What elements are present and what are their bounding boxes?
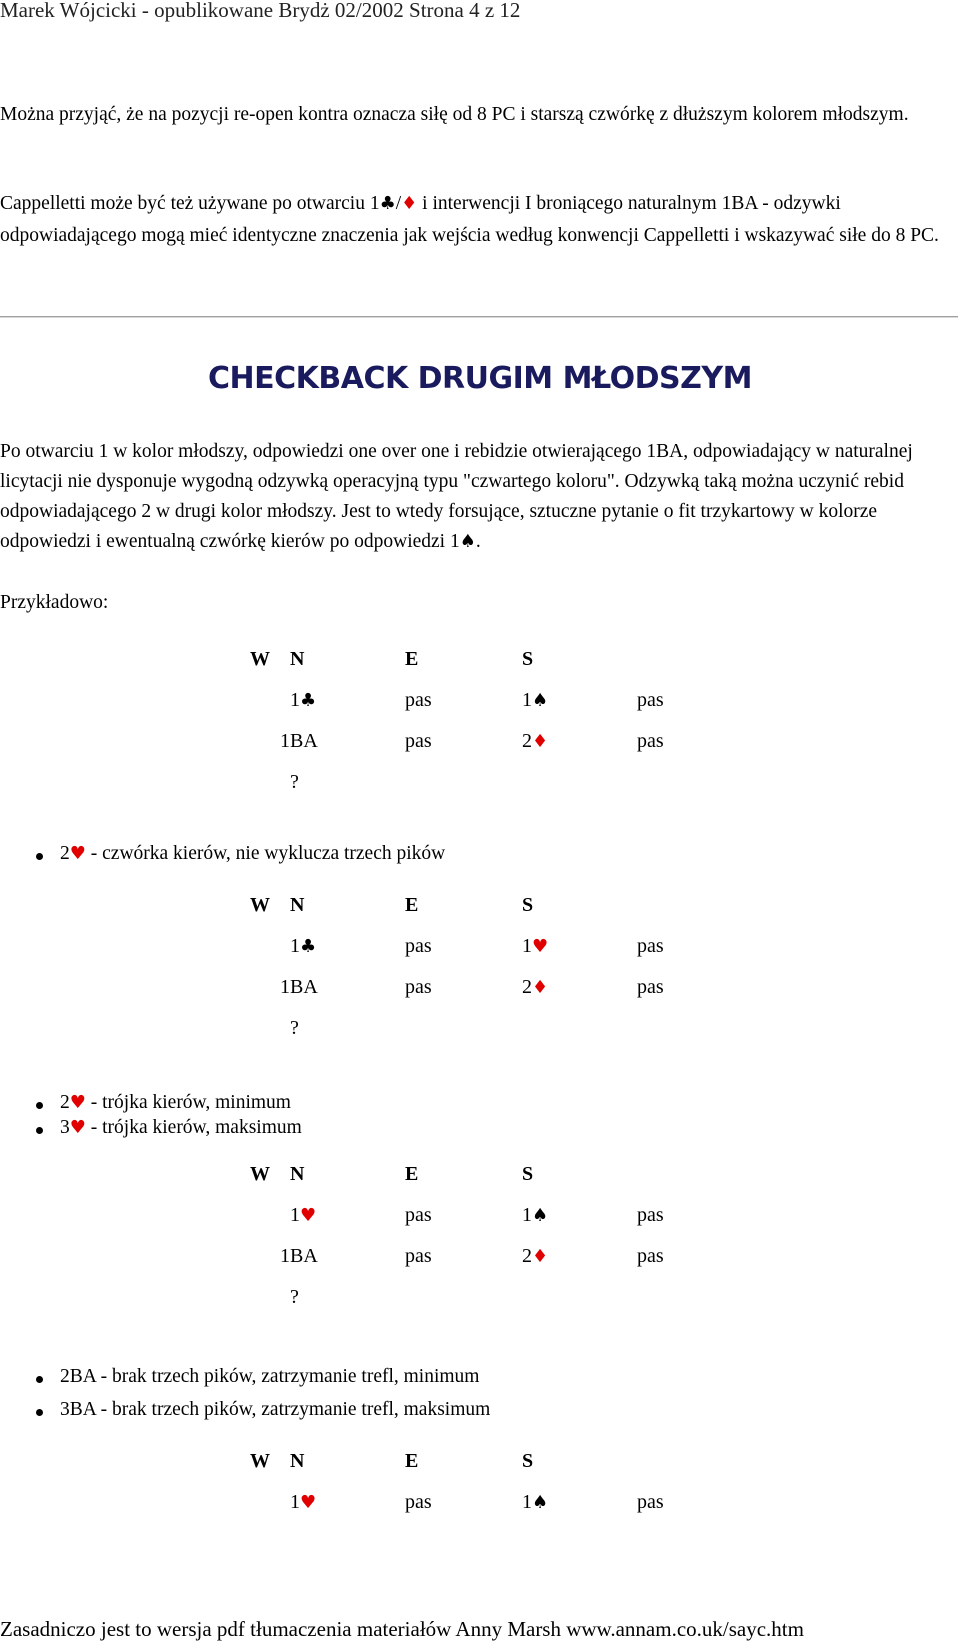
bid-level: 1BA — [280, 976, 318, 998]
bid-e — [522, 1245, 548, 1268]
page-footer: Zasadniczo jest to wersja pdf tłumaczenia materiałów Anny Marsh www.annam.co.uk/sayc.htm — [0, 1617, 804, 1641]
bullet-dot — [36, 853, 43, 860]
bid-e — [522, 976, 548, 999]
bidding-header-n: N — [290, 1450, 305, 1472]
bidding-header-w: W — [250, 1450, 270, 1472]
bid-w — [290, 1017, 299, 1040]
list-item-text: - trójka kierów, minimum — [85, 1092, 291, 1113]
bid-w — [280, 1245, 318, 1268]
list-item — [0, 843, 900, 865]
bid-n: pas — [405, 689, 432, 711]
bid-w — [280, 730, 318, 753]
list-item — [0, 1399, 900, 1421]
intro-p2-text-after: i interwencji I broniącego naturalnym 1BA - odzywki odpowiadającego mogą mieć identyczne znaczenia jak wejścia według konwencji Cappelletti i wskazywać siłe do 8 PC. — [0, 193, 939, 246]
horizontal-divider — [0, 316, 958, 318]
response-list — [0, 1092, 900, 1114]
response-list — [0, 1399, 900, 1421]
club-icon: ♣ — [379, 193, 396, 214]
bid-n: pas — [405, 1491, 432, 1513]
bidding-header-n: N — [290, 1163, 305, 1185]
bid-level: 1 — [522, 1491, 532, 1513]
list-item — [0, 1092, 900, 1114]
bid-level: 2 — [522, 1245, 532, 1267]
bid-e — [522, 1491, 548, 1514]
bid-w — [290, 935, 316, 958]
example-label: Przykładowo: — [0, 592, 109, 613]
bid-s: pas — [637, 1245, 664, 1267]
intro-paragraph-2 — [0, 188, 940, 252]
spade-icon: ♠ — [532, 1492, 549, 1513]
bid-w — [290, 1491, 316, 1514]
list-item-text: 2 — [60, 1092, 70, 1113]
bidding-header-e: E — [405, 648, 419, 670]
bidding-header-s: S — [522, 894, 534, 916]
bullet-dot — [36, 1409, 43, 1416]
club-icon: ♣ — [300, 936, 317, 957]
heart-icon: ♥ — [532, 936, 549, 957]
bid-level: 1BA — [280, 1245, 318, 1267]
bidding-header-e: E — [405, 894, 419, 916]
bid-level: ? — [290, 771, 299, 793]
response-list — [0, 843, 900, 865]
bid-level: 1 — [522, 689, 532, 711]
bid-s: pas — [637, 689, 664, 711]
response-list — [0, 1366, 900, 1388]
spade-icon: ♠ — [532, 690, 549, 711]
bidding-header-s: S — [522, 1163, 534, 1185]
bid-e — [522, 1204, 548, 1227]
list-item-text: 3BA - brak trzech pików, zatrzymanie trefl, maksimum — [60, 1399, 491, 1420]
intro-p2-text-before: Cappelletti może być też używane po otwarciu 1 — [0, 193, 380, 214]
bid-e — [522, 689, 548, 712]
bid-n: pas — [405, 935, 432, 957]
bidding-header-n: N — [290, 648, 305, 670]
bid-e — [522, 935, 548, 958]
bid-s: pas — [637, 730, 664, 752]
page-header: Marek Wójcicki - opublikowane Brydż 02/2002 Strona 4 z 12 — [0, 0, 521, 22]
bidding-header-w: W — [250, 1163, 270, 1185]
list-item — [0, 1366, 900, 1388]
bid-w — [280, 976, 318, 999]
heart-icon: ♥ — [69, 843, 86, 864]
section-body-text: Po otwarciu 1 w kolor młodszy, odpowiedzi one over one i rebidzie otwierającego 1BA, odpowiadający w naturalnej licytacji nie dysponuje wygodną odzywką operacyjną typu "czwartego koloru". Odzywką taką można uczynić rebid odpowiadającego 2 w drugi kolor młodszy. Jest to wtedy forsujące, sztuczne pytanie o fit trzykartowy w kolorze odpowiedzi i ewentualną czwórkę kierów po odpowiedzi 1 — [0, 441, 913, 552]
bidding-header-w: W — [250, 894, 270, 916]
bullet-dot — [36, 1376, 43, 1383]
spade-icon: ♠ — [532, 1205, 549, 1226]
bid-level: 1 — [522, 935, 532, 957]
bid-n: pas — [405, 1204, 432, 1226]
bullet-dot — [36, 1127, 43, 1134]
heart-icon: ♥ — [300, 1492, 317, 1513]
bid-s: pas — [637, 976, 664, 998]
bid-level: 1 — [290, 935, 300, 957]
intro-p2-separator: / — [395, 193, 402, 214]
section-title: CHECKBACK DRUGIM MŁODSZYM — [207, 361, 752, 396]
bid-s: pas — [637, 1204, 664, 1226]
bid-level: 1 — [290, 689, 300, 711]
bid-w — [290, 1204, 316, 1227]
heart-icon: ♥ — [69, 1117, 86, 1138]
bid-w — [290, 1286, 299, 1309]
intro-paragraph-1: Można przyjąć, że na pozycji re-open kontra oznacza siłę od 8 PC i starszą czwórkę z dłuższym kolorem młodszym. — [0, 104, 909, 125]
bid-level: ? — [290, 1286, 299, 1308]
bidding-header-s: S — [522, 1450, 534, 1472]
section-body — [0, 437, 940, 557]
bid-n: pas — [405, 1245, 432, 1267]
bid-s: pas — [637, 1491, 664, 1513]
bid-n: pas — [405, 730, 432, 752]
diamond-icon: ♦ — [532, 1246, 549, 1267]
bullet-dot — [36, 1102, 43, 1109]
bid-level: 1BA — [280, 730, 318, 752]
bid-level: ? — [290, 1017, 299, 1039]
bid-level: 1 — [290, 1204, 300, 1226]
bidding-header-e: E — [405, 1450, 419, 1472]
heart-icon: ♥ — [300, 1205, 317, 1226]
diamond-icon: ♦ — [401, 193, 418, 214]
section-body-end: . — [475, 531, 481, 552]
diamond-icon: ♦ — [532, 977, 549, 998]
bidding-header-s: S — [522, 648, 534, 670]
club-icon: ♣ — [300, 690, 317, 711]
bid-level: 1 — [290, 1491, 300, 1513]
list-item-text: 3 — [60, 1117, 70, 1138]
list-item-text: 2 — [60, 843, 70, 864]
spade-icon: ♠ — [459, 531, 476, 552]
bidding-header-e: E — [405, 1163, 419, 1185]
diamond-icon: ♦ — [532, 731, 549, 752]
bidding-header-n: N — [290, 894, 305, 916]
bid-w — [290, 689, 316, 712]
bid-level: 2 — [522, 976, 532, 998]
bid-s: pas — [637, 935, 664, 957]
list-item-text: - trójka kierów, maksimum — [85, 1117, 302, 1138]
response-list — [0, 1117, 900, 1139]
bid-level: 2 — [522, 730, 532, 752]
list-item-text: 2BA - brak trzech pików, zatrzymanie trefl, minimum — [60, 1366, 480, 1387]
bidding-header-w: W — [250, 648, 270, 670]
heart-icon: ♥ — [69, 1092, 86, 1113]
bid-w — [290, 771, 299, 794]
list-item-text: - czwórka kierów, nie wyklucza trzech pików — [85, 843, 446, 864]
bid-level: 1 — [522, 1204, 532, 1226]
bid-n: pas — [405, 976, 432, 998]
bid-e — [522, 730, 548, 753]
list-item — [0, 1117, 900, 1139]
